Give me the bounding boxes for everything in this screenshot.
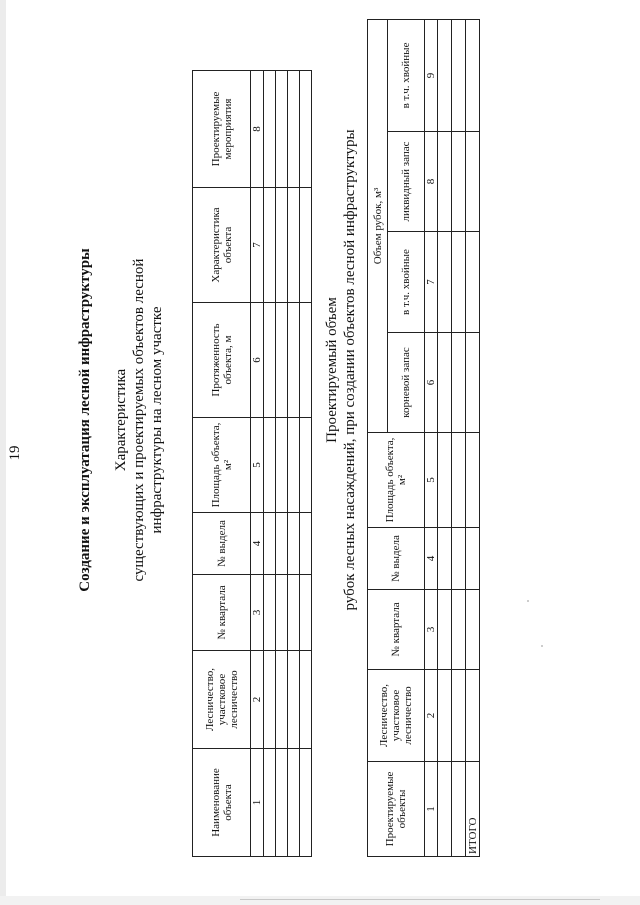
column-number: 1 (251, 749, 264, 857)
table-cell (466, 670, 480, 762)
infrastructure-objects-table (192, 70, 312, 857)
table-cell (276, 749, 288, 857)
table-cell (276, 188, 288, 303)
table1-caption-line: Характеристика (113, 368, 129, 472)
table-cell (452, 670, 466, 762)
table-cell (276, 651, 288, 749)
column-number: 4 (425, 528, 438, 590)
header-forestry: Лесничество, участковое лесничество (368, 670, 425, 762)
column-number: 3 (425, 590, 438, 670)
table-cell (300, 513, 312, 575)
table-cell (276, 575, 288, 651)
table-cell (288, 651, 300, 749)
table-cell (300, 303, 312, 418)
table-cell (452, 19, 466, 131)
table-row (276, 71, 288, 857)
table-row (288, 71, 300, 857)
table-cell (276, 418, 288, 513)
table-cell (264, 513, 276, 575)
table-cell (438, 762, 452, 857)
column-number: 2 (425, 670, 438, 762)
table-cell (452, 132, 466, 232)
column-number: 5 (251, 418, 264, 513)
column-number: 8 (251, 71, 264, 188)
column-number: 4 (251, 513, 264, 575)
table-cell (466, 590, 480, 670)
column-number: 6 (425, 333, 438, 433)
header-quarter: № квартала (368, 590, 425, 670)
table-cell (438, 670, 452, 762)
table-cell (438, 19, 452, 131)
header-liquid-coniferous: в т.ч. хвойные (388, 19, 425, 131)
table-cell (452, 232, 466, 333)
table-cell (288, 749, 300, 857)
total-label: ИТОГО (466, 762, 480, 857)
table-cell (452, 528, 466, 590)
table-cell (276, 71, 288, 188)
table-cell (466, 528, 480, 590)
table-header-row (193, 71, 251, 857)
table-cell (466, 433, 480, 528)
column-number: 5 (425, 433, 438, 528)
table-cell (452, 762, 466, 857)
table1-caption-line: существующих и проектируемых объектов лесной (131, 258, 147, 582)
column-number: 7 (425, 232, 438, 333)
table-header-row (368, 19, 388, 856)
table-row (264, 71, 276, 857)
table-cell (264, 651, 276, 749)
header-characteristic: Характеристика объекта (193, 188, 251, 303)
header-forestry: Лесничество, участковое лесничество (193, 651, 251, 749)
table-cell (466, 333, 480, 433)
header-root-stock: корневой запас (388, 333, 425, 433)
table-cell (300, 575, 312, 651)
page-number: 19 (7, 445, 23, 461)
table-row (452, 19, 466, 856)
column-number: 6 (251, 303, 264, 418)
table-cell (438, 232, 452, 333)
header-liquid-stock: ликвидный запас (388, 132, 425, 232)
table-cell (300, 71, 312, 188)
table-cell (264, 418, 276, 513)
header-measures: Проектируемые мероприятия (193, 71, 251, 188)
table2-caption-line: Проектируемый объем (324, 297, 340, 443)
table-cell (452, 333, 466, 433)
table-cell (300, 188, 312, 303)
table-cell (288, 575, 300, 651)
column-number: 3 (251, 575, 264, 651)
column-number: 9 (425, 19, 438, 131)
table-cell (452, 590, 466, 670)
section-title: Создание и эксплуатация лесной инфраструктуры (77, 248, 93, 592)
felling-volume-table (367, 19, 480, 857)
table1-caption-line: инфраструктуры на лесном участке (149, 306, 165, 534)
table-row (300, 71, 312, 857)
header-object-name: Наименование объекта (193, 749, 251, 857)
column-number-row (251, 71, 264, 857)
table-cell (300, 749, 312, 857)
column-number-row (425, 19, 438, 856)
table-cell (288, 418, 300, 513)
table-cell (276, 513, 288, 575)
table-cell (438, 528, 452, 590)
table-cell (288, 188, 300, 303)
table-cell (288, 513, 300, 575)
header-area: Площадь объекта, м² (193, 418, 251, 513)
table-cell (438, 333, 452, 433)
header-allotment: № выдела (368, 528, 425, 590)
table-cell (264, 749, 276, 857)
header-area: Площадь объекта, м² (368, 433, 425, 528)
column-number: 7 (251, 188, 264, 303)
table-cell (438, 590, 452, 670)
table-cell (264, 575, 276, 651)
table-cell (438, 132, 452, 232)
table-cell (300, 651, 312, 749)
table-cell (466, 232, 480, 333)
table-cell (300, 418, 312, 513)
table-row (438, 19, 452, 856)
header-objects: Проектируемые объекты (368, 762, 425, 857)
header-root-coniferous: в т.ч. хвойные (388, 232, 425, 333)
header-allotment: № выдела (193, 513, 251, 575)
table-cell (276, 303, 288, 418)
column-number: 2 (251, 651, 264, 749)
column-number: 8 (425, 132, 438, 232)
table2-caption-line: рубок лесных насаждений, при создании объектов лесной инфраструктуры (342, 129, 358, 611)
table-cell (452, 433, 466, 528)
table-cell (264, 188, 276, 303)
table-cell (288, 303, 300, 418)
table-cell (288, 71, 300, 188)
header-length: Протяженность объекта, м (193, 303, 251, 418)
header-volume-group: Объем рубок, м³ (368, 19, 388, 432)
table-cell (466, 132, 480, 232)
column-number: 1 (425, 762, 438, 857)
table-cell (264, 303, 276, 418)
header-quarter: № квартала (193, 575, 251, 651)
table-cell (264, 71, 276, 188)
total-row (466, 19, 480, 856)
table-cell (438, 433, 452, 528)
table-cell (466, 19, 480, 131)
